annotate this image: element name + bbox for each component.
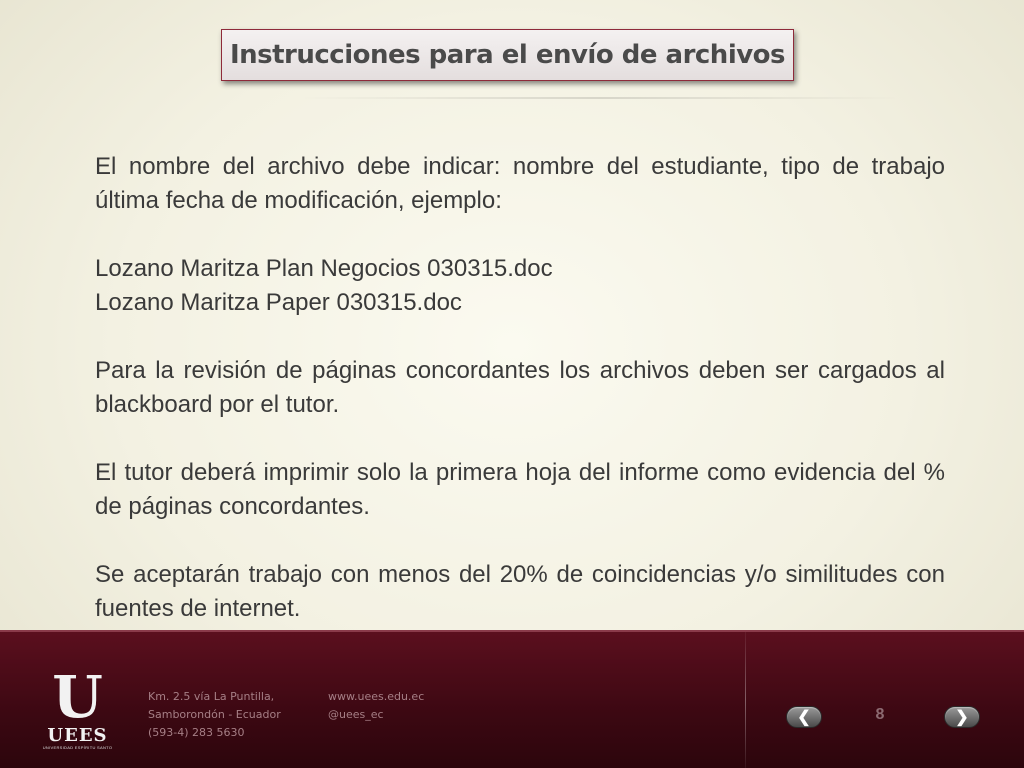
paragraph-gap (95, 524, 945, 558)
social-handle[interactable]: @uees_ec (328, 708, 384, 721)
uees-logo (40, 663, 115, 757)
slide-title-box (221, 29, 794, 81)
title-divider (300, 97, 900, 99)
slide-content (95, 150, 945, 626)
footer-web (328, 688, 424, 724)
address-phone: (593-4) 283 5630 (148, 726, 245, 739)
chevron-left-icon: ❮ (797, 709, 811, 726)
paragraph-tutor: El tutor deberá imprimir solo la primera hoja del informe como evidencia del % de páginas concordantes. (95, 459, 945, 520)
address-line-1: Km. 2.5 vía La Puntilla, (148, 690, 275, 703)
logo-tagline: UNIVERSIDAD ESPÍRITU SANTO (42, 745, 113, 750)
paragraph-gap (95, 218, 945, 252)
prev-slide-button[interactable] (786, 706, 822, 728)
example-line-1: Lozano Maritza Plan Negocios 030315.doc (95, 255, 553, 282)
website-link[interactable]: www.uees.edu.ec (328, 690, 425, 703)
slide-title: Instrucciones para el envío de archivos (229, 40, 786, 70)
paragraph-acceptance: Se aceptarán trabajo con menos del 20% de coincidencias y/o similitudes con fuentes de internet. (95, 561, 945, 622)
chevron-right-icon: ❯ (955, 709, 969, 726)
paragraph-filename-rule: El nombre del archivo debe indicar: nombre del estudiante, tipo de trabajo última fecha de modificación, ejemplo: (95, 153, 945, 214)
example-line-2: Lozano Maritza Paper 030315.doc (95, 289, 462, 316)
paragraph-gap (95, 320, 945, 354)
footer-address (148, 688, 281, 742)
next-slide-button[interactable] (944, 706, 980, 728)
address-line-2: Samborondón - Ecuador (148, 708, 281, 721)
page-number: 8 (875, 706, 885, 723)
logo-letter: U (52, 663, 103, 731)
slide-footer (0, 630, 1024, 768)
paragraph-gap (95, 422, 945, 456)
footer-separator (745, 632, 746, 768)
paragraph-review: Para la revisión de páginas concordantes los archivos deben ser cargados al blackboard por el tutor. (95, 357, 945, 418)
logo-word: UEES (47, 725, 108, 746)
